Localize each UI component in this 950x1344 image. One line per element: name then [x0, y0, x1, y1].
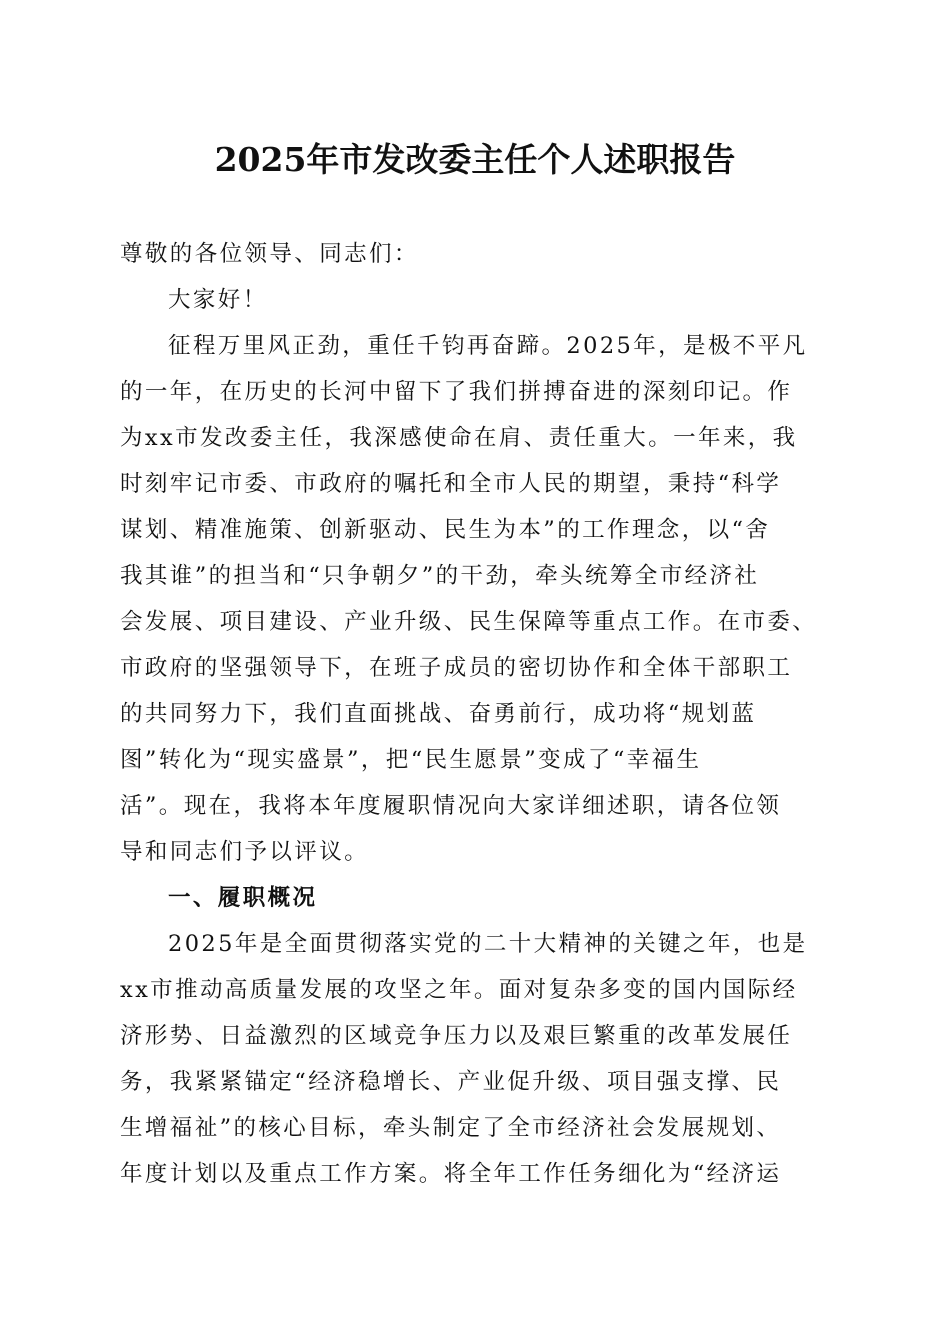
- document-title: 2025年市发改委主任个人述职报告: [214, 140, 736, 179]
- section-line: 务，我紧紧锚定“经济稳增长、产业促升级、项目强支撑、民: [120, 1069, 782, 1095]
- intro-line: 的一年，在历史的长河中留下了我们拼搏奋进的深刻印记。作: [120, 379, 793, 405]
- section-line: xx市推动高质量发展的攻坚之年。面对复杂多变的国内国际经: [120, 977, 798, 1003]
- section-line: 生增福祉”的核心目标，牵头制定了全市经济社会发展规划、: [120, 1115, 782, 1141]
- section-heading: 一、履职概况: [168, 885, 318, 911]
- intro-line: 活”。现在，我将本年度履职情况向大家详细述职，请各位领: [120, 793, 782, 819]
- intro-line: 时刻牢记市委、市政府的嘱托和全市人民的期望，秉持“科学: [120, 471, 782, 497]
- intro-line: 图”转化为“现实盛景”，把“民生愿景”变成了“幸福生: [120, 747, 702, 773]
- section-line: 2025年是全面贯彻落实党的二十大精神的关键之年，也是: [168, 931, 808, 957]
- section-line: 济形势、日益激烈的区域竞争压力以及艰巨繁重的改革发展任: [120, 1023, 793, 1049]
- intro-line: 会发展、项目建设、产业升级、民生保障等重点工作。在市委、: [120, 609, 818, 635]
- salutation: 尊敬的各位领导、同志们：: [120, 241, 419, 267]
- section-line: 年度计划以及重点工作方案。将全年工作任务细化为“经济运: [120, 1161, 782, 1187]
- intro-line: 为xx市发改委主任，我深感使命在肩、责任重大。一年来，我: [120, 425, 798, 451]
- intro-line: 我其谁”的担当和“只争朝夕”的干劲，牵头统筹全市经济社: [120, 563, 760, 589]
- greeting: 大家好！: [168, 287, 268, 313]
- intro-line: 谋划、精准施策、创新驱动、民生为本”的工作理念，以“舍: [120, 517, 771, 543]
- intro-line: 导和同志们予以评议。: [120, 839, 370, 865]
- intro-line: 市政府的坚强领导下，在班子成员的密切协作和全体干部职工: [120, 655, 793, 681]
- intro-line: 征程万里风正劲，重任千钧再奋蹄。2025年，是极不平凡: [168, 333, 808, 359]
- intro-line: 的共同努力下，我们直面挑战、奋勇前行，成功将“规划蓝: [120, 701, 757, 727]
